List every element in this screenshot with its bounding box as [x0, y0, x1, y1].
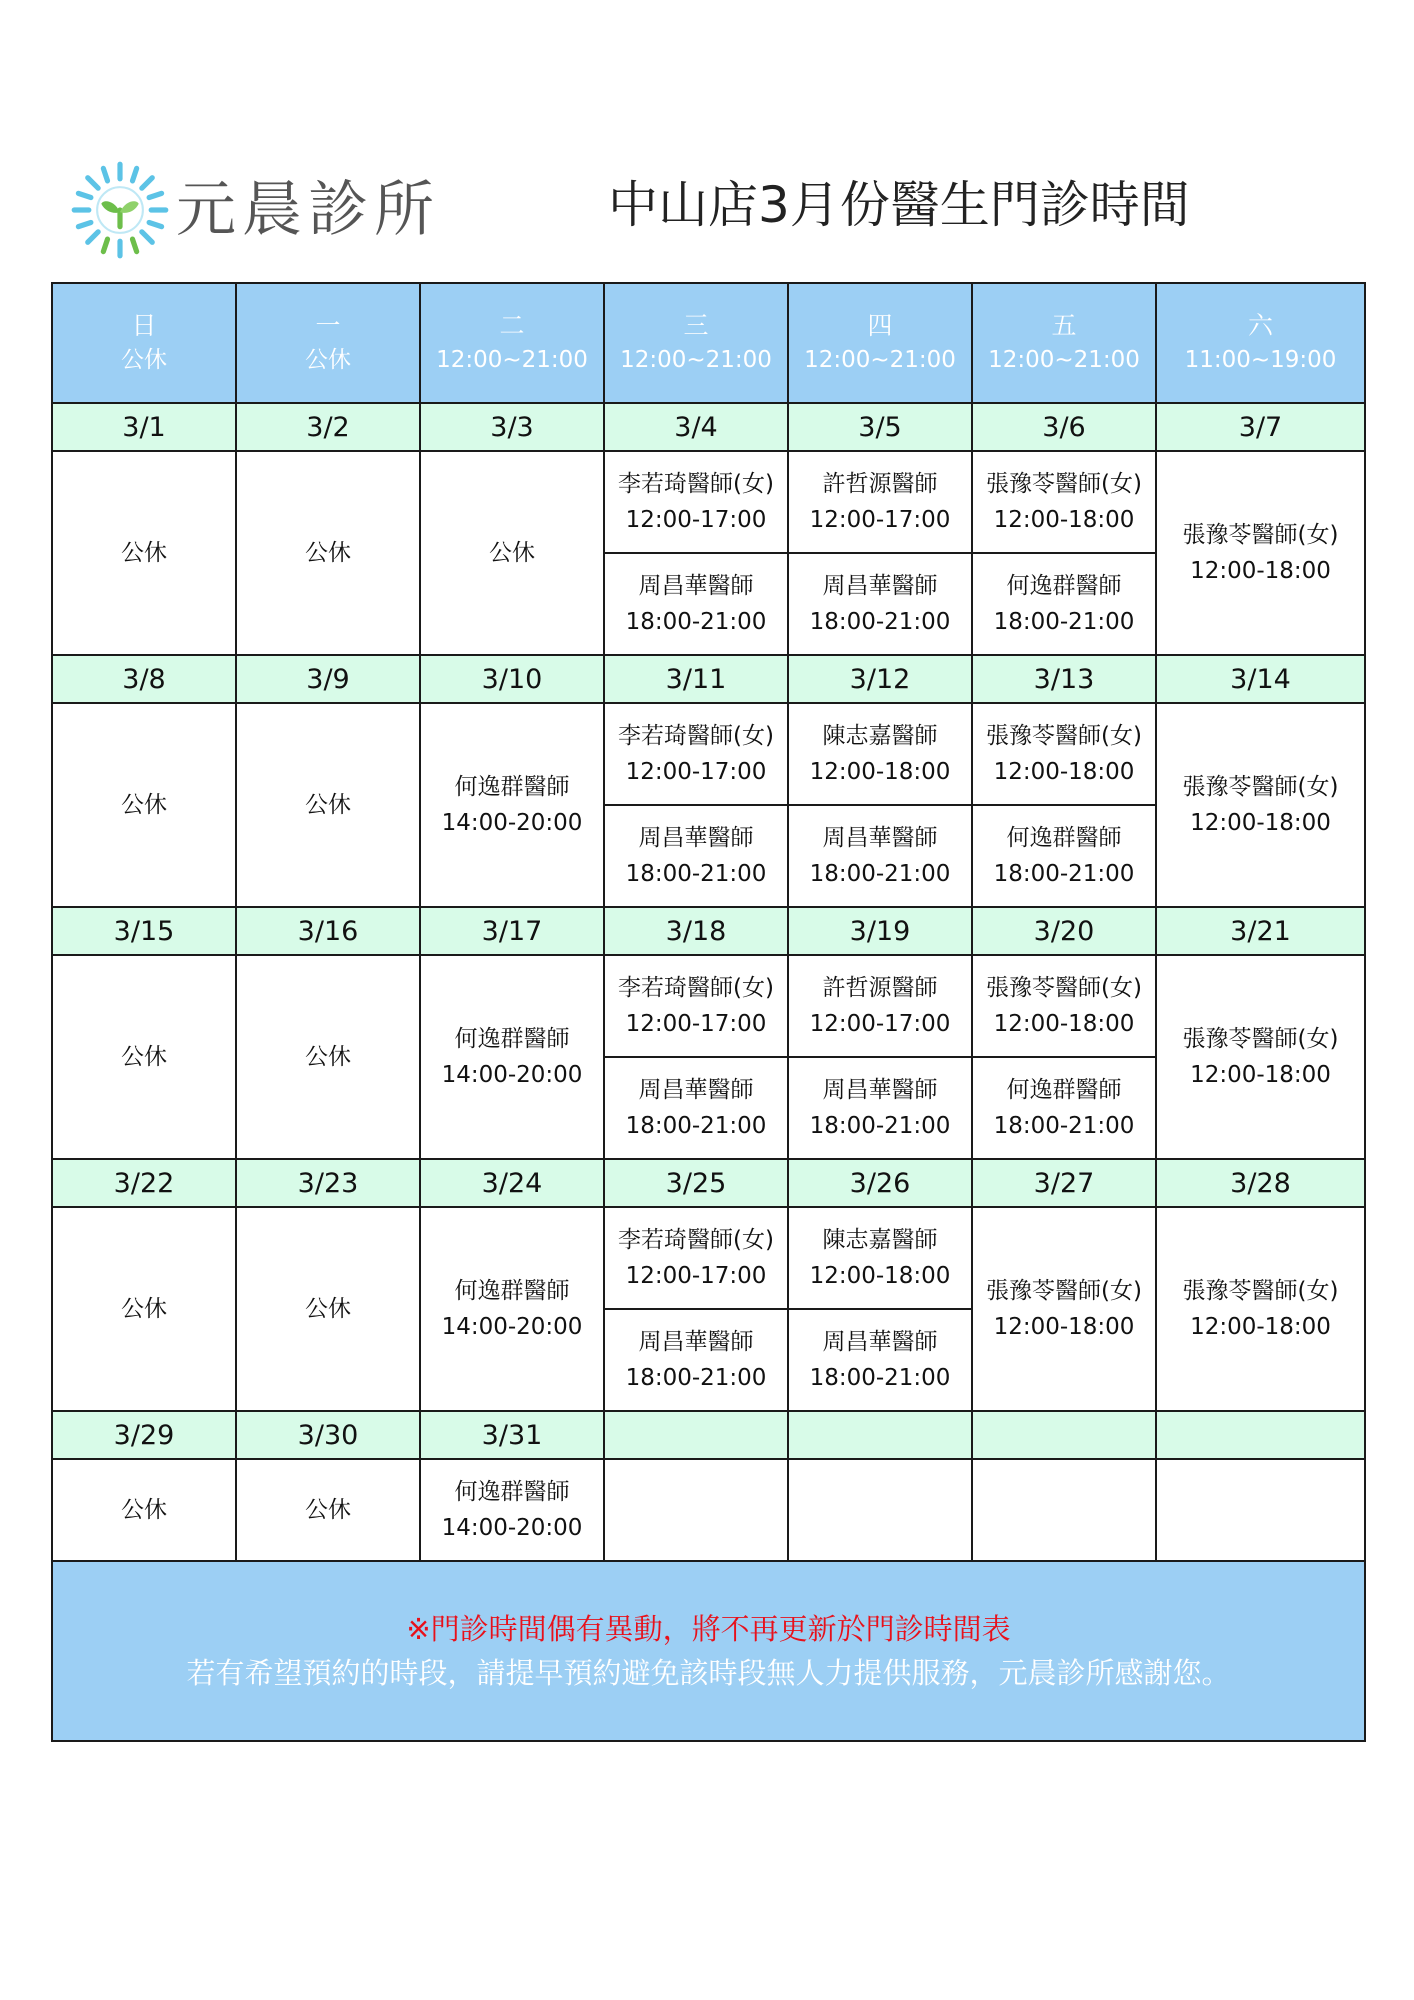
date-cell	[604, 1411, 788, 1459]
doctor-name: 張豫苓醫師(女)	[1182, 1278, 1339, 1304]
shift-time: 12:00-18:00	[993, 1011, 1135, 1037]
shift-cell	[788, 553, 972, 655]
closed-label: 公休	[305, 1497, 351, 1523]
shift-time: 12:00-17:00	[625, 759, 767, 785]
doctor-name: 何逸群醫師	[454, 1026, 570, 1052]
weekday-label: 六	[1247, 311, 1273, 340]
day-cell	[420, 955, 604, 1159]
schedule-row	[52, 1207, 1365, 1309]
weekday-label: 三	[683, 311, 709, 340]
shift-time: 18:00-21:00	[809, 1365, 951, 1391]
weekday-header	[972, 283, 1156, 403]
sun-sprout-logo-icon	[68, 158, 172, 262]
date-row	[52, 1159, 1365, 1207]
doctor-name: 許哲源醫師	[822, 975, 938, 1001]
shift-cell	[972, 703, 1156, 805]
weekday-label: 二	[499, 311, 525, 340]
doctor-name: 張豫苓醫師(女)	[986, 1278, 1142, 1304]
date-cell: 3/22	[52, 1159, 236, 1207]
day-cell	[236, 955, 420, 1159]
doctor-name: 何逸群醫師	[1006, 825, 1122, 851]
doctor-name: 陳志嘉醫師	[822, 723, 938, 749]
shift-time: 12:00-17:00	[625, 507, 767, 533]
shift-time: 12:00-18:00	[809, 1263, 951, 1289]
date-cell: 3/23	[236, 1159, 420, 1207]
date-cell: 3/28	[1156, 1159, 1365, 1207]
doctor-name: 張豫苓醫師(女)	[986, 723, 1142, 749]
opening-hours: 12:00~21:00	[620, 347, 772, 373]
doctor-name: 張豫苓醫師(女)	[1182, 522, 1339, 548]
day-cell	[52, 1459, 236, 1561]
day-cell	[420, 1207, 604, 1411]
clinic-name: 元晨診所	[176, 175, 440, 245]
doctor-name: 周昌華醫師	[638, 1329, 754, 1355]
date-cell: 3/7	[1156, 403, 1365, 451]
shift-time: 18:00-21:00	[625, 609, 767, 635]
date-cell: 3/8	[52, 655, 236, 703]
shift-time: 18:00-21:00	[993, 1113, 1135, 1139]
closed-label: 公休	[305, 1044, 351, 1070]
opening-hours: 公休	[121, 347, 167, 373]
shift-time: 18:00-21:00	[993, 609, 1135, 635]
shift-cell	[972, 451, 1156, 553]
date-cell	[1156, 1411, 1365, 1459]
date-cell: 3/16	[236, 907, 420, 955]
doctor-name: 周昌華醫師	[638, 1077, 754, 1103]
closed-label: 公休	[305, 1296, 351, 1322]
shift-cell	[788, 955, 972, 1057]
date-row	[52, 907, 1365, 955]
date-row	[52, 655, 1365, 703]
shift-time: 14:00-20:00	[441, 810, 583, 836]
date-cell: 3/15	[52, 907, 236, 955]
empty-cell	[604, 1459, 788, 1561]
shift-time: 18:00-21:00	[809, 861, 951, 887]
doctor-name: 周昌華醫師	[822, 573, 938, 599]
empty-cell	[972, 1459, 1156, 1561]
doctor-name: 何逸群醫師	[454, 774, 570, 800]
date-cell: 3/3	[420, 403, 604, 451]
doctor-name: 許哲源醫師	[822, 471, 938, 497]
shift-time: 12:00-17:00	[625, 1263, 767, 1289]
date-cell: 3/19	[788, 907, 972, 955]
shift-cell	[604, 553, 788, 655]
date-cell: 3/5	[788, 403, 972, 451]
opening-hours: 12:00~21:00	[804, 347, 956, 373]
date-cell: 3/12	[788, 655, 972, 703]
shift-time: 14:00-20:00	[441, 1515, 583, 1541]
doctor-name: 何逸群醫師	[1006, 573, 1122, 599]
shift-time: 18:00-21:00	[625, 1113, 767, 1139]
day-cell	[1156, 451, 1365, 655]
doctor-name: 張豫苓醫師(女)	[986, 975, 1142, 1001]
schedule-row	[52, 451, 1365, 553]
shift-time: 18:00-21:00	[809, 609, 951, 635]
notice-row	[52, 1561, 1365, 1741]
shift-cell	[972, 1057, 1156, 1159]
opening-hours: 12:00~21:00	[988, 347, 1140, 373]
shift-time: 12:00-18:00	[1190, 1314, 1331, 1340]
shift-cell	[788, 703, 972, 805]
weekday-label: 一	[315, 311, 341, 340]
date-cell: 3/4	[604, 403, 788, 451]
date-cell: 3/1	[52, 403, 236, 451]
doctor-name: 周昌華醫師	[822, 1077, 938, 1103]
doctor-name: 李若琦醫師(女)	[618, 723, 774, 749]
doctor-name: 何逸群醫師	[1006, 1077, 1122, 1103]
closed-label: 公休	[121, 540, 167, 566]
date-cell: 3/20	[972, 907, 1156, 955]
date-cell: 3/26	[788, 1159, 972, 1207]
shift-cell	[972, 955, 1156, 1057]
shift-time: 12:00-18:00	[993, 507, 1135, 533]
date-cell: 3/2	[236, 403, 420, 451]
date-cell: 3/30	[236, 1411, 420, 1459]
weekday-label: 五	[1051, 311, 1077, 340]
date-cell: 3/29	[52, 1411, 236, 1459]
date-cell: 3/6	[972, 403, 1156, 451]
shift-time: 12:00-18:00	[993, 1314, 1135, 1340]
shift-time: 14:00-20:00	[441, 1062, 583, 1088]
date-cell	[972, 1411, 1156, 1459]
date-cell: 3/17	[420, 907, 604, 955]
doctor-name: 何逸群醫師	[454, 1278, 570, 1304]
doctor-name: 周昌華醫師	[822, 825, 938, 851]
shift-cell	[972, 805, 1156, 907]
date-cell: 3/14	[1156, 655, 1365, 703]
shift-cell	[788, 1057, 972, 1159]
day-cell	[1156, 955, 1365, 1159]
shift-time: 12:00-18:00	[993, 759, 1135, 785]
day-cell	[420, 1459, 604, 1561]
doctor-name: 周昌華醫師	[638, 825, 754, 851]
closed-label: 公休	[121, 1296, 167, 1322]
notice-warning: ※門診時間偶有異動，將不再更新於門診時間表	[406, 1612, 1011, 1646]
schedule-row	[52, 703, 1365, 805]
date-cell: 3/10	[420, 655, 604, 703]
weekday-header	[604, 283, 788, 403]
shift-cell	[788, 1207, 972, 1309]
schedule-row	[52, 955, 1365, 1057]
weekday-header	[1156, 283, 1365, 403]
shift-time: 14:00-20:00	[441, 1314, 583, 1340]
shift-cell	[604, 805, 788, 907]
weekday-label: 日	[131, 311, 157, 340]
closed-label: 公休	[305, 792, 351, 818]
weekday-header	[420, 283, 604, 403]
doctor-name: 陳志嘉醫師	[822, 1227, 938, 1253]
shift-time: 12:00-18:00	[1190, 1062, 1331, 1088]
day-cell	[52, 451, 236, 655]
notice-message: 若有希望預約的時段，請提早預約避免該時段無人力提供服務，元晨診所感謝您。	[186, 1656, 1231, 1690]
date-cell: 3/11	[604, 655, 788, 703]
shift-cell	[604, 451, 788, 553]
date-cell: 3/27	[972, 1159, 1156, 1207]
day-cell	[52, 1207, 236, 1411]
date-cell: 3/24	[420, 1159, 604, 1207]
closed-label: 公休	[121, 1044, 167, 1070]
shift-cell	[788, 1309, 972, 1411]
schedule-table	[51, 282, 1366, 1742]
date-cell: 3/9	[236, 655, 420, 703]
shift-cell	[604, 1207, 788, 1309]
doctor-name: 張豫苓醫師(女)	[986, 471, 1142, 497]
shift-time: 18:00-21:00	[993, 861, 1135, 887]
day-cell	[236, 1459, 420, 1561]
closed-label: 公休	[305, 540, 351, 566]
closed-label: 公休	[121, 792, 167, 818]
page-title: 中山店3月份醫生門診時間	[608, 176, 1190, 234]
day-cell	[236, 1207, 420, 1411]
shift-time: 18:00-21:00	[625, 861, 767, 887]
weekday-header-row	[52, 283, 1365, 403]
date-cell: 3/18	[604, 907, 788, 955]
doctor-name: 李若琦醫師(女)	[618, 471, 774, 497]
shift-cell	[788, 805, 972, 907]
doctor-name: 何逸群醫師	[454, 1479, 570, 1505]
shift-time: 12:00-18:00	[1190, 558, 1331, 584]
shift-time: 12:00-17:00	[809, 1011, 951, 1037]
day-cell	[420, 703, 604, 907]
date-cell: 3/21	[1156, 907, 1365, 955]
notice-box	[52, 1561, 1365, 1741]
shift-time: 12:00-18:00	[809, 759, 951, 785]
day-cell	[420, 451, 604, 655]
date-cell	[788, 1411, 972, 1459]
day-cell	[52, 955, 236, 1159]
doctor-name: 周昌華醫師	[822, 1329, 938, 1355]
shift-cell	[604, 1309, 788, 1411]
opening-hours: 12:00~21:00	[436, 347, 588, 373]
doctor-name: 周昌華醫師	[638, 573, 754, 599]
closed-label: 公休	[489, 540, 535, 566]
day-cell	[236, 451, 420, 655]
empty-cell	[1156, 1459, 1365, 1561]
weekday-label: 四	[867, 311, 893, 340]
shift-time: 18:00-21:00	[809, 1113, 951, 1139]
date-row	[52, 403, 1365, 451]
shift-time: 18:00-21:00	[625, 1365, 767, 1391]
shift-cell	[604, 955, 788, 1057]
shift-cell	[972, 553, 1156, 655]
shift-time: 12:00-18:00	[1190, 810, 1331, 836]
day-cell	[1156, 703, 1365, 907]
shift-cell	[604, 703, 788, 805]
day-cell	[1156, 1207, 1365, 1411]
weekday-header	[788, 283, 972, 403]
shift-cell	[604, 1057, 788, 1159]
shift-cell	[788, 451, 972, 553]
date-cell: 3/13	[972, 655, 1156, 703]
doctor-name: 李若琦醫師(女)	[618, 1227, 774, 1253]
weekday-header	[52, 283, 236, 403]
date-cell: 3/25	[604, 1159, 788, 1207]
weekday-header	[236, 283, 420, 403]
doctor-name: 張豫苓醫師(女)	[1182, 1026, 1339, 1052]
clinic-logo	[68, 158, 440, 262]
doctor-name: 李若琦醫師(女)	[618, 975, 774, 1001]
day-cell	[972, 1207, 1156, 1411]
shift-time: 12:00-17:00	[625, 1011, 767, 1037]
opening-hours: 11:00~19:00	[1184, 347, 1337, 373]
shift-time: 12:00-17:00	[809, 507, 951, 533]
day-cell	[236, 703, 420, 907]
opening-hours: 公休	[305, 347, 351, 373]
date-row	[52, 1411, 1365, 1459]
closed-label: 公休	[121, 1497, 167, 1523]
date-cell: 3/31	[420, 1411, 604, 1459]
empty-cell	[788, 1459, 972, 1561]
doctor-name: 張豫苓醫師(女)	[1182, 774, 1339, 800]
day-cell	[52, 703, 236, 907]
